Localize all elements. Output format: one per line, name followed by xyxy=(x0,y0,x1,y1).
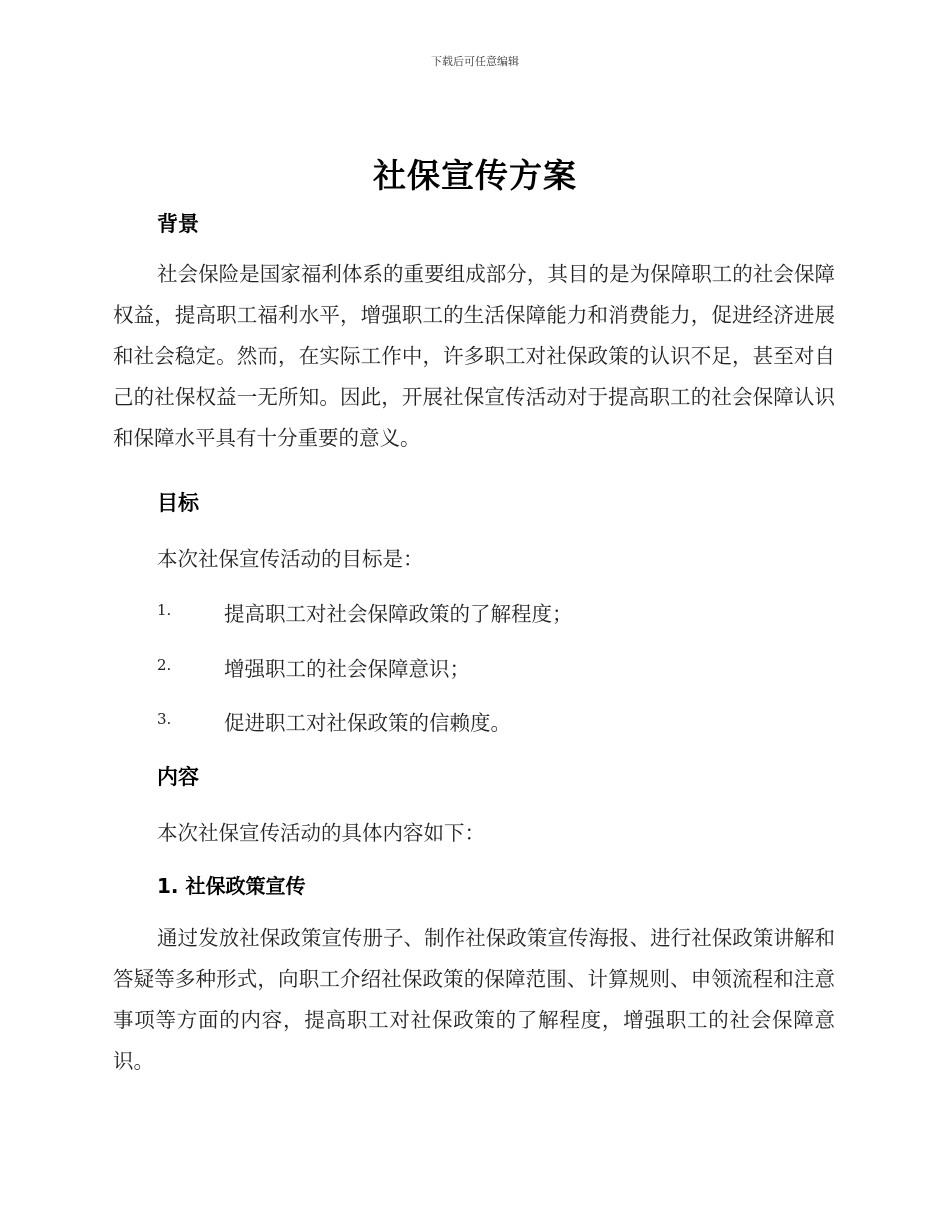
goals-heading: 目标 xyxy=(157,491,199,515)
subsection-heading: 1. 社保政策宣传 xyxy=(157,874,306,898)
list-item-number: 2. xyxy=(157,656,172,674)
page-header: 下载后可任意编辑 xyxy=(431,55,519,68)
list-item-number: 3. xyxy=(157,710,172,728)
page-title: 社保宣传方案 xyxy=(373,156,577,195)
list-item-text: 提高职工对社会保障政策的了解程度； xyxy=(224,602,573,626)
subsection-paragraph: 通过发放社保政策宣传册子、制作社保政策宣传海报、进行社保政策讲解和答疑等多种形式，向职工介绍社保政策的保障范围、计算规则、申领流程和注意事项等方面的内容，提高职工对社保政策的了解程度，增强职工的社会保障意识。 xyxy=(113,926,835,1073)
list-item-text: 增强职工的社会保障意识； xyxy=(224,657,470,681)
background-paragraph: 社会保险是国家福利体系的重要组成部分，其目的是为保障职工的社会保障权益，提高职工福利水平，增强职工的生活保障能力和消费能力，促进经济进展和社会稳定。然而，在实际工作中，许多职工对社保政策的认识不足，甚至对自己的社保权益一无所知。因此，开展社保宣传活动对于提高职工的社会保障认识和保障水平具有十分重要的意义。 xyxy=(113,262,835,450)
goals-intro: 本次社保宣传活动的目标是： xyxy=(157,547,424,571)
content-intro: 本次社保宣传活动的具体内容如下： xyxy=(157,821,485,845)
list-item-text: 促进职工对社保政策的信赖度。 xyxy=(224,711,511,735)
list-item-number: 1. xyxy=(157,601,172,619)
content-heading: 内容 xyxy=(157,765,199,789)
background-heading: 背景 xyxy=(157,212,199,236)
